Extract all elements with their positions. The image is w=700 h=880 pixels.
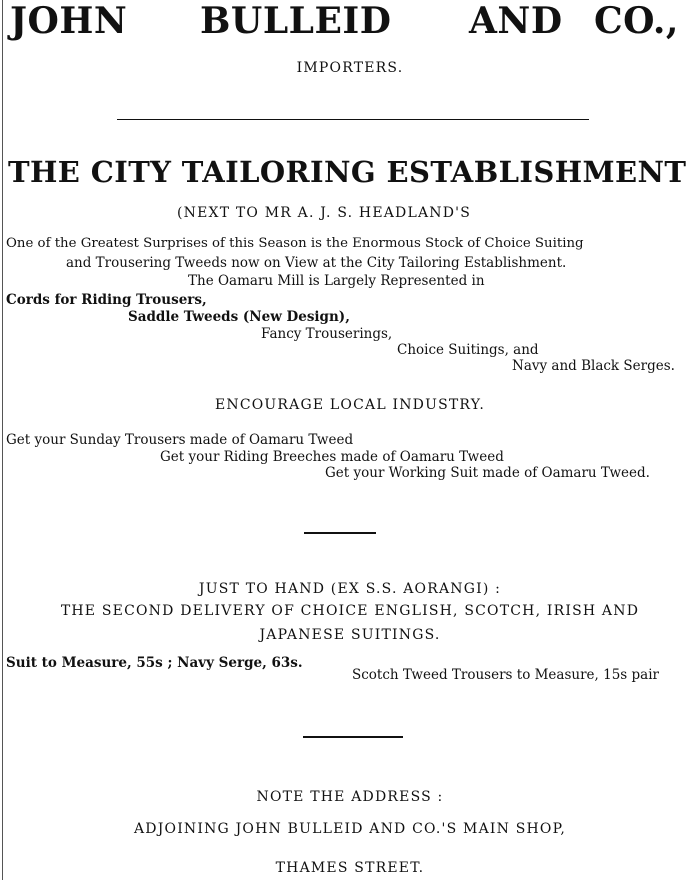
industry-line: Get your Working Suit made of Oamaru Tweed. xyxy=(325,465,650,481)
arrival-price-left: Suit to Measure, 55s ; Navy Serge, 63s. xyxy=(6,655,303,671)
industry-heading: ENCOURAGE LOCAL INDUSTRY. xyxy=(214,397,486,413)
arrival-divider xyxy=(303,736,403,738)
establishment-location: (NEXT TO MR A. J. S. HEADLAND'S xyxy=(177,205,471,221)
header-word-john: JOHN xyxy=(10,0,128,42)
header-divider xyxy=(117,119,589,120)
header-word-and: AND xyxy=(469,0,563,42)
establishment-item: Cords for Riding Trousers, xyxy=(6,292,207,308)
header-word-bulleid: BULLEID xyxy=(200,0,392,42)
address-line2: THAMES STREET. xyxy=(275,860,425,876)
header-subtitle: IMPORTERS. xyxy=(296,60,404,76)
industry-divider xyxy=(304,532,376,534)
industry-line: Get your Riding Breeches made of Oamaru Tweed xyxy=(160,449,504,465)
address-line1: ADJOINING JOHN BULLEID AND CO.'S MAIN SHOP, xyxy=(133,821,567,837)
establishment-item: Choice Suitings, and xyxy=(397,342,539,358)
arrival-line1: JUST TO HAND (EX S.S. AORANGI) : xyxy=(198,581,502,597)
establishment-line3: The Oamaru Mill is Largely Represented in xyxy=(188,273,485,289)
establishment-item: Navy and Black Serges. xyxy=(512,358,675,374)
arrival-price-right: Scotch Tweed Trousers to Measure, 15s pair xyxy=(352,667,659,683)
address-heading: NOTE THE ADDRESS : xyxy=(256,789,444,805)
arrival-line3: JAPANESE SUITINGS. xyxy=(259,627,441,643)
header-word-co: CO., xyxy=(594,0,679,42)
industry-line: Get your Sunday Trousers made of Oamaru Tweed xyxy=(6,432,354,448)
page-left-rule xyxy=(2,0,3,880)
establishment-item: Fancy Trouserings, xyxy=(261,326,393,342)
arrival-line2: THE SECOND DELIVERY OF CHOICE ENGLISH, SCOTCH, IRISH AND xyxy=(60,603,640,619)
establishment-item: Saddle Tweeds (New Design), xyxy=(128,309,350,325)
establishment-title: THE CITY TAILORING ESTABLISHMENT xyxy=(8,155,687,189)
establishment-line2: and Trousering Tweeds now on View at the City Tailoring Establishment. xyxy=(66,255,567,271)
establishment-line1: One of the Greatest Surprises of this Season is the Enormous Stock of Choice Suiting xyxy=(6,236,584,251)
